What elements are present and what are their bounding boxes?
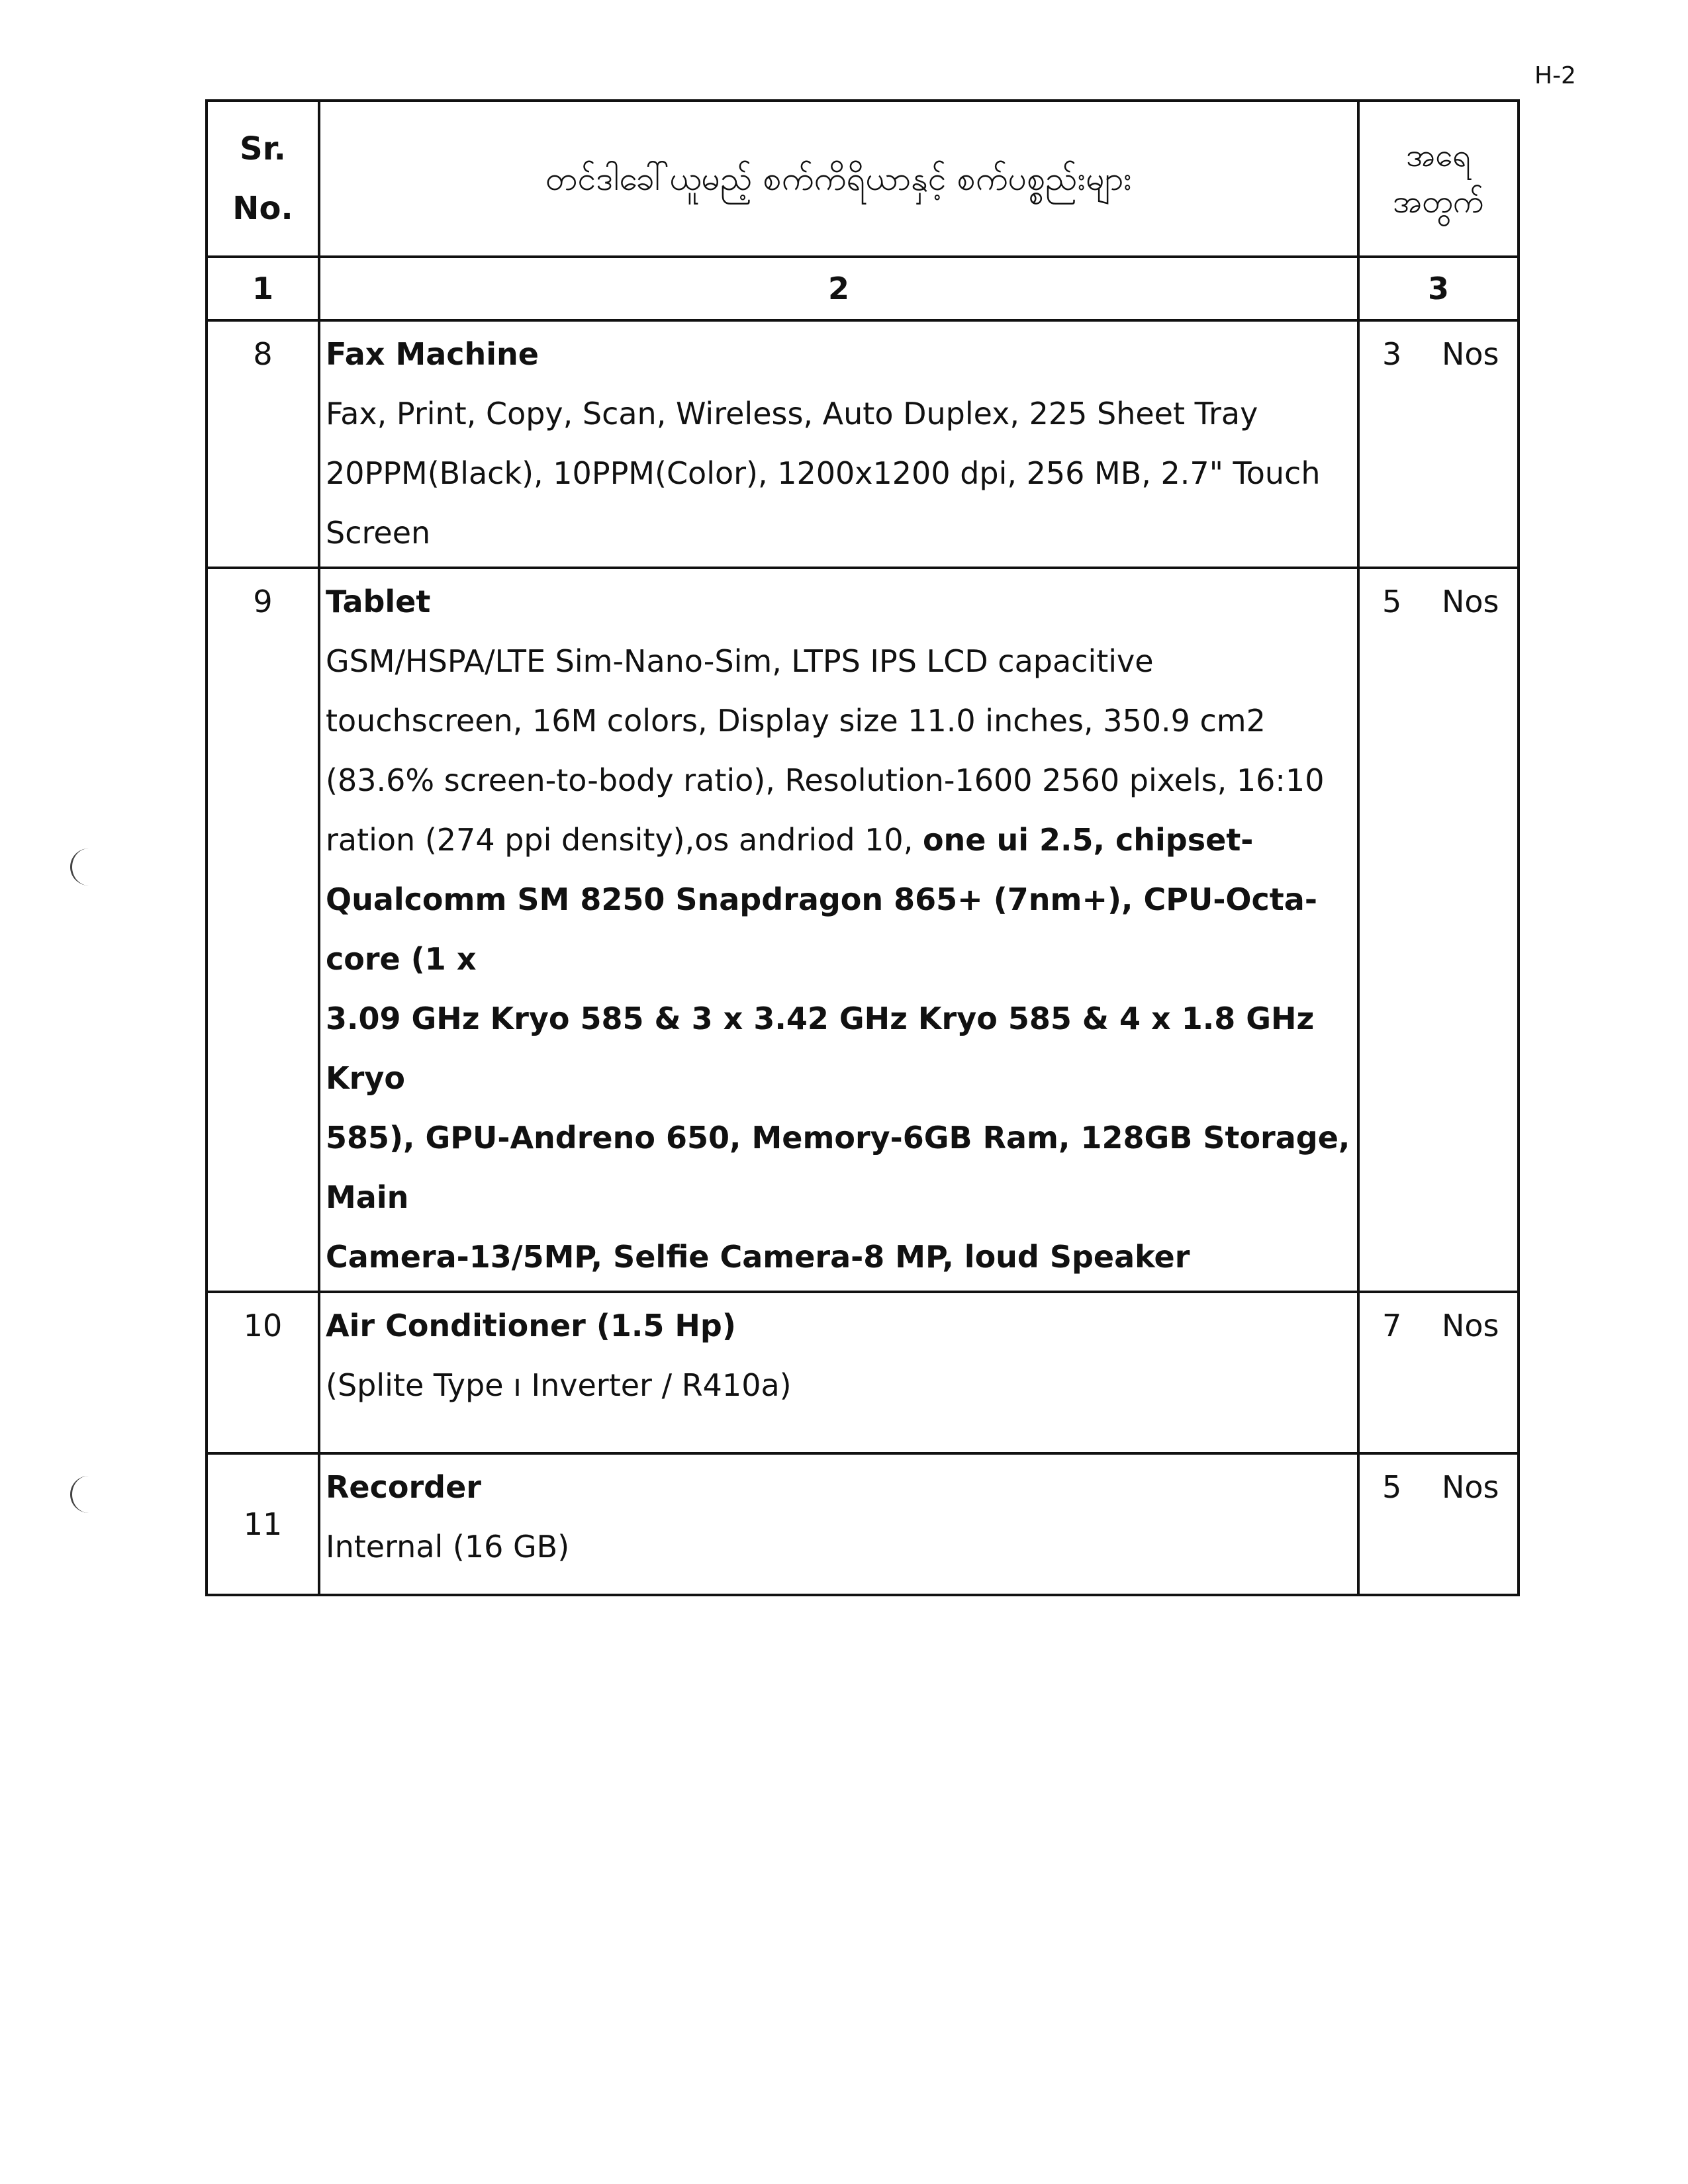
equipment-spec-table bbox=[205, 99, 1520, 1596]
row-description bbox=[319, 1453, 1358, 1595]
item-spec-line: 20PPM(Black), 10PPM(Color), 1200x1200 dpi, 256 MB, 2.7" Touch bbox=[326, 455, 1321, 491]
item-spec-line: (83.6% screen-to-body ratio), Resolution-1600 2560 pixels, 16:10 bbox=[326, 762, 1325, 798]
row-quantity bbox=[1358, 568, 1519, 1292]
row-sr-no: 9 bbox=[207, 568, 319, 1292]
item-name: Fax Machine bbox=[326, 336, 539, 372]
row-sr-no: 11 bbox=[207, 1453, 319, 1595]
column-number-row bbox=[207, 257, 1519, 320]
column-number: 2 bbox=[319, 257, 1358, 320]
item-spec-line: GSM/HSPA/LTE Sim-Nano-Sim, LTPS IPS LCD capacitive bbox=[326, 643, 1154, 679]
item-spec-line: Internal (16 GB) bbox=[326, 1529, 570, 1565]
item-spec-line: 585), GPU-Andreno 650, Memory-6GB Ram, 128GB Storage, Main bbox=[326, 1120, 1350, 1215]
quantity-value: 7 bbox=[1382, 1308, 1402, 1343]
item-name: Tablet bbox=[326, 584, 431, 619]
table-header-row bbox=[207, 101, 1519, 257]
item-name: Recorder bbox=[326, 1469, 481, 1505]
item-spec-line: Fax, Print, Copy, Scan, Wireless, Auto Duplex, 225 Sheet Tray bbox=[326, 396, 1258, 432]
row-sr-no: 10 bbox=[207, 1292, 319, 1453]
quantity-value: 5 bbox=[1382, 584, 1402, 619]
table-row bbox=[207, 568, 1519, 1292]
column-number: 3 bbox=[1358, 257, 1519, 320]
item-spec-line: 3.09 GHz Kryo 585 & 3 x 3.42 GHz Kryo 585 & 4 x 1.8 GHz Kryo bbox=[326, 1001, 1315, 1096]
row-description bbox=[319, 1292, 1358, 1453]
item-spec-line: Camera-13/5MP, Selfie Camera-8 MP, loud Speaker bbox=[326, 1239, 1190, 1275]
quantity-value: 3 bbox=[1382, 336, 1402, 372]
table-row bbox=[207, 1292, 1519, 1453]
item-spec-line: touchscreen, 16M colors, Display size 11.0 inches, 350.9 cm2 bbox=[326, 703, 1266, 739]
quantity-unit: Nos bbox=[1442, 1308, 1499, 1343]
table-row bbox=[207, 1453, 1519, 1595]
header-sr-no: Sr. No. bbox=[207, 101, 319, 257]
item-name: Air Conditioner (1.5 Hp) bbox=[326, 1308, 736, 1343]
row-description bbox=[319, 568, 1358, 1292]
row-sr-no: 8 bbox=[207, 320, 319, 568]
quantity-unit: Nos bbox=[1442, 336, 1499, 372]
row-quantity bbox=[1358, 320, 1519, 568]
hole-punch-mark bbox=[70, 848, 92, 886]
row-quantity bbox=[1358, 1292, 1519, 1453]
column-number: 1 bbox=[207, 257, 319, 320]
item-spec-line: Screen bbox=[326, 515, 431, 551]
page-id: H-2 bbox=[1534, 62, 1576, 89]
quantity-value: 5 bbox=[1382, 1469, 1402, 1505]
row-quantity bbox=[1358, 1453, 1519, 1595]
quantity-unit: Nos bbox=[1442, 1469, 1499, 1505]
table-row bbox=[207, 320, 1519, 568]
header-quantity: အရေ အတွက် bbox=[1358, 101, 1519, 257]
row-description bbox=[319, 320, 1358, 568]
hole-punch-mark bbox=[70, 1476, 92, 1513]
quantity-unit: Nos bbox=[1442, 584, 1499, 619]
item-spec-line: Qualcomm SM 8250 Snapdragon 865+ (7nm+), CPU-Octa-core (1 x bbox=[326, 882, 1317, 977]
item-spec-line: (Splite Type ı Inverter / R410a) bbox=[326, 1367, 792, 1403]
header-description: တင်ဒါခေါ်ယူမည့် စက်ကိရိယာနှင့် စက်ပစ္စည်းများ bbox=[319, 101, 1358, 257]
item-spec-line: ration (274 ppi density),os andriod 10, one ui 2.5, chipset- bbox=[326, 822, 1254, 858]
